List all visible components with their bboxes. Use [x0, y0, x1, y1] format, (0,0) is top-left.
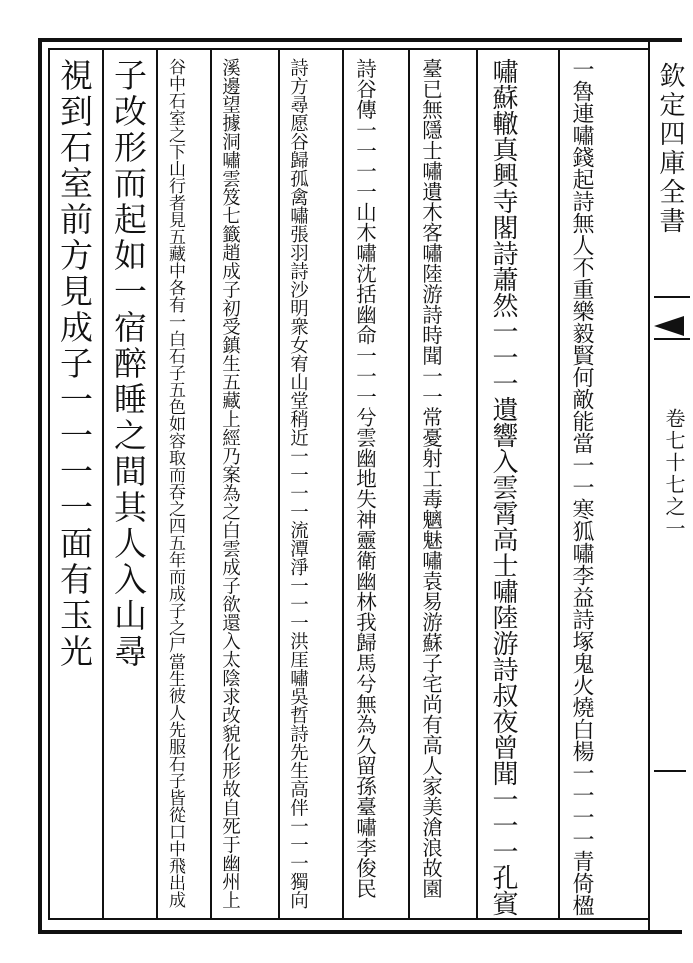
- fishtail-line: [654, 296, 690, 298]
- column-rule: [278, 48, 280, 918]
- column-rule: [342, 48, 344, 918]
- column-rule: [476, 48, 478, 918]
- column-rule: [156, 48, 158, 918]
- fishtail-mark: [654, 316, 684, 336]
- text-column-8: 子改形而起如一宿醉睡之間其人入山尋: [109, 58, 148, 670]
- column-rule: [210, 48, 212, 918]
- text-column-5: 詩方尋愿谷歸孤禽嘯張羽詩沙明衆女宥山堂稍近一一一一流潭淨一一一洪厓嘯吳哲詩先生高伴一一一獨向: [287, 58, 309, 909]
- text-column-9: 視到石室前方見成子一一一一面有玉光: [55, 58, 94, 670]
- text-column-2: 嘯蘇轍真興寺閣詩蕭然一一一遺響入雲霄高士嘯陸游詩叔夜曾聞一一一孔賓: [488, 58, 518, 916]
- column-rule: [408, 48, 410, 918]
- margin-rule: [654, 770, 686, 772]
- fishtail-line: [654, 338, 690, 340]
- text-column-1: 一魯連嘯錢起詩無人不重樂毅賢何敵能當一一寒狐嘯李益詩塚鬼火燒白楊一一一一青倚楹: [569, 58, 594, 916]
- margin-volume-label: 卷七十七之一: [662, 408, 686, 540]
- column-rule: [558, 48, 560, 918]
- text-column-3: 臺已無隱士嘯遺木客嘯陸游詩時聞一一常憂射工毒魑魅嘯袁易游蘇子宅尚有高人家美滄浪故園: [418, 58, 443, 899]
- margin-book-title: 欽定四庫全書: [655, 62, 685, 236]
- column-rule: [102, 48, 104, 918]
- text-column-4: 詩谷傳一一一一山木嘯沈括幽命一一一兮雲幽地失神靈衛幽林我歸馬兮無為久留孫臺嘯李俊民: [352, 58, 377, 899]
- text-column-6: 溪邊望據洞嘯雲笈七籤趙成子初受鎮生五藏上經乃案為之白雲成子欲還入太陰求改貌化形故自死于幽州上: [219, 58, 241, 909]
- text-column-7: 谷中石室之下山行者見五藏中各有一白石子五色如容取而吞之四五年而成子之尸當生彼人先服石子皆從口中飛出成: [165, 58, 185, 908]
